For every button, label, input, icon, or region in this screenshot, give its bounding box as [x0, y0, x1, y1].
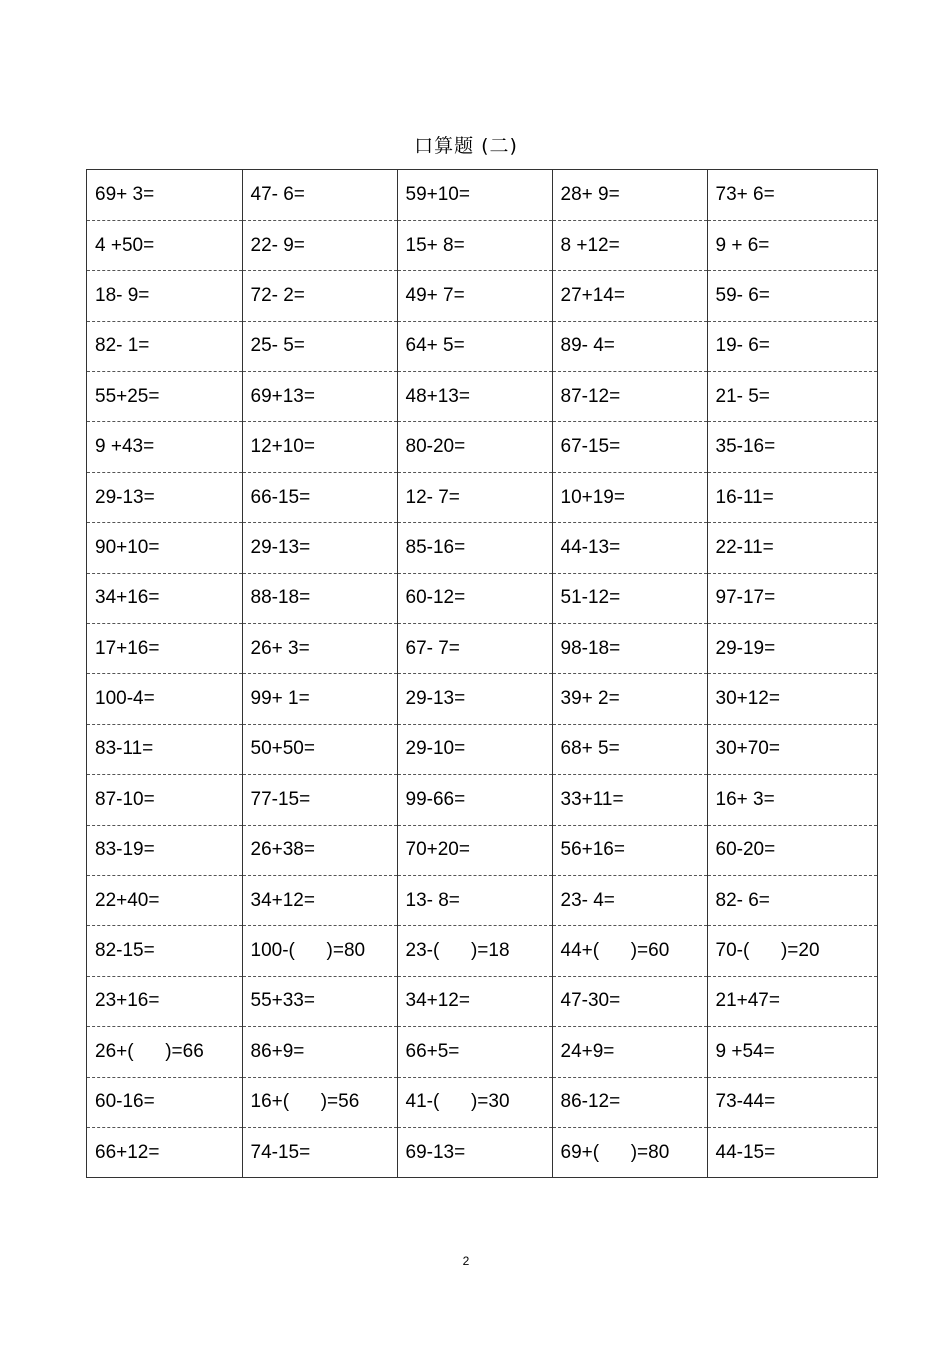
- table-row: [87, 573, 877, 623]
- problem-cell: 68+ 5=: [552, 724, 707, 774]
- problem-cell: 51-12=: [552, 573, 707, 623]
- problem-cell: 47-30=: [552, 976, 707, 1026]
- problem-cell: 18- 9=: [87, 271, 242, 321]
- problem-cell: 30+12=: [707, 674, 877, 724]
- table-row: [87, 523, 877, 573]
- problem-cell: 70+20=: [397, 825, 552, 875]
- problem-cell: 27+14=: [552, 271, 707, 321]
- problem-cell: 34+16=: [87, 573, 242, 623]
- problem-cell: 100-4=: [87, 674, 242, 724]
- problem-cell: 22+40=: [87, 875, 242, 925]
- table-row: [87, 372, 877, 422]
- problem-cell: 12+10=: [242, 422, 397, 472]
- table-row: [87, 1077, 877, 1127]
- problem-cell: 48+13=: [397, 372, 552, 422]
- problem-cell: 26+( )=66: [87, 1027, 242, 1077]
- problem-cell: 17+16=: [87, 624, 242, 674]
- problem-cell: 26+ 3=: [242, 624, 397, 674]
- problem-cell: 15+ 8=: [397, 220, 552, 270]
- problem-cell: 44-15=: [715, 1141, 776, 1163]
- problem-cell: 35-16=: [707, 422, 877, 472]
- problem-cell: 87-12=: [552, 372, 707, 422]
- problem-cell: 13- 8=: [397, 875, 552, 925]
- table-row: [87, 875, 877, 925]
- problem-cell: 44-13=: [552, 523, 707, 573]
- problem-cell: 87-10=: [87, 775, 242, 825]
- table-row: [87, 170, 877, 220]
- problem-cell: 59- 6=: [707, 271, 877, 321]
- problem-cell: 34+12=: [397, 976, 552, 1026]
- problem-cell: 16-11=: [707, 472, 877, 522]
- problem-cell: 29-13=: [242, 523, 397, 573]
- problem-cell: 21+47=: [707, 976, 877, 1026]
- problem-cell: 16+( )=56: [242, 1077, 397, 1127]
- table-row: [87, 271, 877, 321]
- problem-cell: 50+50=: [242, 724, 397, 774]
- problem-cell: 89- 4=: [552, 321, 707, 371]
- problem-cell: 23- 4=: [552, 875, 707, 925]
- problem-cell: 99-66=: [397, 775, 552, 825]
- problem-cell: 98-18=: [552, 624, 707, 674]
- problem-sheet: [86, 169, 878, 1178]
- table-row: [87, 472, 877, 522]
- problem-cell: 34+12=: [242, 875, 397, 925]
- problem-cell: 59+10=: [397, 170, 552, 220]
- problem-cell: 29-13=: [397, 674, 552, 724]
- page-title: 口算题 (二): [414, 135, 518, 157]
- problem-cell: 82- 6=: [707, 875, 877, 925]
- problem-cell: 67-15=: [552, 422, 707, 472]
- problem-cell: 88-18=: [242, 573, 397, 623]
- problem-cell: 83-11=: [87, 724, 242, 774]
- problem-cell: 66-15=: [242, 472, 397, 522]
- problem-cell: 82-15=: [87, 926, 242, 976]
- problem-cell: 70-( )=20: [707, 926, 877, 976]
- problem-cell: 73+ 6=: [707, 170, 877, 220]
- problem-cell: 55+33=: [242, 976, 397, 1026]
- problem-cell: 100-( )=80: [242, 926, 397, 976]
- problem-cell: 4 +50=: [87, 220, 242, 270]
- problem-cell: 26+38=: [242, 825, 397, 875]
- problem-table-body: [87, 170, 877, 1178]
- problem-cell: 33+11=: [552, 775, 707, 825]
- problem-cell: 41-( )=30: [397, 1077, 552, 1127]
- problem-cell: 9 +54=: [707, 1027, 877, 1077]
- problem-cell: 29-13=: [87, 472, 242, 522]
- problem-cell: 28+ 9=: [552, 170, 707, 220]
- problem-cell: 74-15=: [242, 1127, 397, 1177]
- problem-cell: 23-( )=18: [397, 926, 552, 976]
- table-row: [87, 624, 877, 674]
- problem-cell: 16+ 3=: [707, 775, 877, 825]
- table-row: [87, 775, 877, 825]
- problem-cell: 44+( )=60: [552, 926, 707, 976]
- table-row: [87, 976, 877, 1026]
- table-row: [87, 1027, 877, 1077]
- problem-cell: 24+9=: [552, 1027, 707, 1077]
- problem-cell: 69+ 3=: [87, 170, 242, 220]
- table-row: [87, 321, 877, 371]
- problem-cell: 83-19=: [87, 825, 242, 875]
- problem-cell: 8 +12=: [552, 220, 707, 270]
- problem-cell: 47- 6=: [242, 170, 397, 220]
- problem-cell: 66+5=: [397, 1027, 552, 1077]
- problem-cell: 29-19=: [707, 624, 877, 674]
- problem-cell: 60-12=: [397, 573, 552, 623]
- table-row: [87, 724, 877, 774]
- problem-cell: 85-16=: [397, 523, 552, 573]
- problem-cell: 23+16=: [87, 976, 242, 1026]
- problem-cell: 80-20=: [397, 422, 552, 472]
- problem-cell: 49+ 7=: [397, 271, 552, 321]
- problem-cell: 60-16=: [87, 1077, 242, 1127]
- table-row: [87, 1127, 877, 1177]
- problem-cell: 9 + 6=: [707, 220, 877, 270]
- problem-cell: 69+13=: [242, 372, 397, 422]
- problem-cell: 64+ 5=: [397, 321, 552, 371]
- problem-cell: 22- 9=: [242, 220, 397, 270]
- problem-cell: 60-20=: [707, 825, 877, 875]
- problem-cell: 72- 2=: [242, 271, 397, 321]
- problem-cell: 21- 5=: [707, 372, 877, 422]
- problem-cell: 99+ 1=: [242, 674, 397, 724]
- problem-cell: 67- 7=: [397, 624, 552, 674]
- problem-table: [87, 170, 877, 1178]
- problem-cell: 82- 1=: [87, 321, 242, 371]
- problem-cell: 90+10=: [87, 523, 242, 573]
- problem-cell: 77-15=: [242, 775, 397, 825]
- problem-cell: 69-13=: [397, 1127, 552, 1177]
- problem-cell: 86-12=: [552, 1077, 707, 1127]
- problem-cell: 86+9=: [242, 1027, 397, 1077]
- problem-cell: 22-11=: [707, 523, 877, 573]
- problem-cell: 73-44=: [707, 1077, 877, 1127]
- problem-cell: 19- 6=: [707, 321, 877, 371]
- page-number: 2: [462, 1254, 470, 1268]
- problem-cell: 56+16=: [552, 825, 707, 875]
- problem-cell: 39+ 2=: [552, 674, 707, 724]
- table-row: [87, 825, 877, 875]
- problem-cell: 29-10=: [397, 724, 552, 774]
- table-row: [87, 674, 877, 724]
- problem-cell: 97-17=: [707, 573, 877, 623]
- problem-cell: 10+19=: [552, 472, 707, 522]
- table-row: [87, 220, 877, 270]
- problem-cell: 9 +43=: [87, 422, 242, 472]
- problem-cell: 30+70=: [707, 724, 877, 774]
- problem-cell: 12- 7=: [397, 472, 552, 522]
- problem-cell: 66+12=: [87, 1127, 242, 1177]
- problem-cell: 69+( )=80: [552, 1127, 707, 1177]
- table-row: [87, 422, 877, 472]
- problem-cell: 25- 5=: [242, 321, 397, 371]
- table-row: [87, 926, 877, 976]
- problem-cell: 55+25=: [87, 372, 242, 422]
